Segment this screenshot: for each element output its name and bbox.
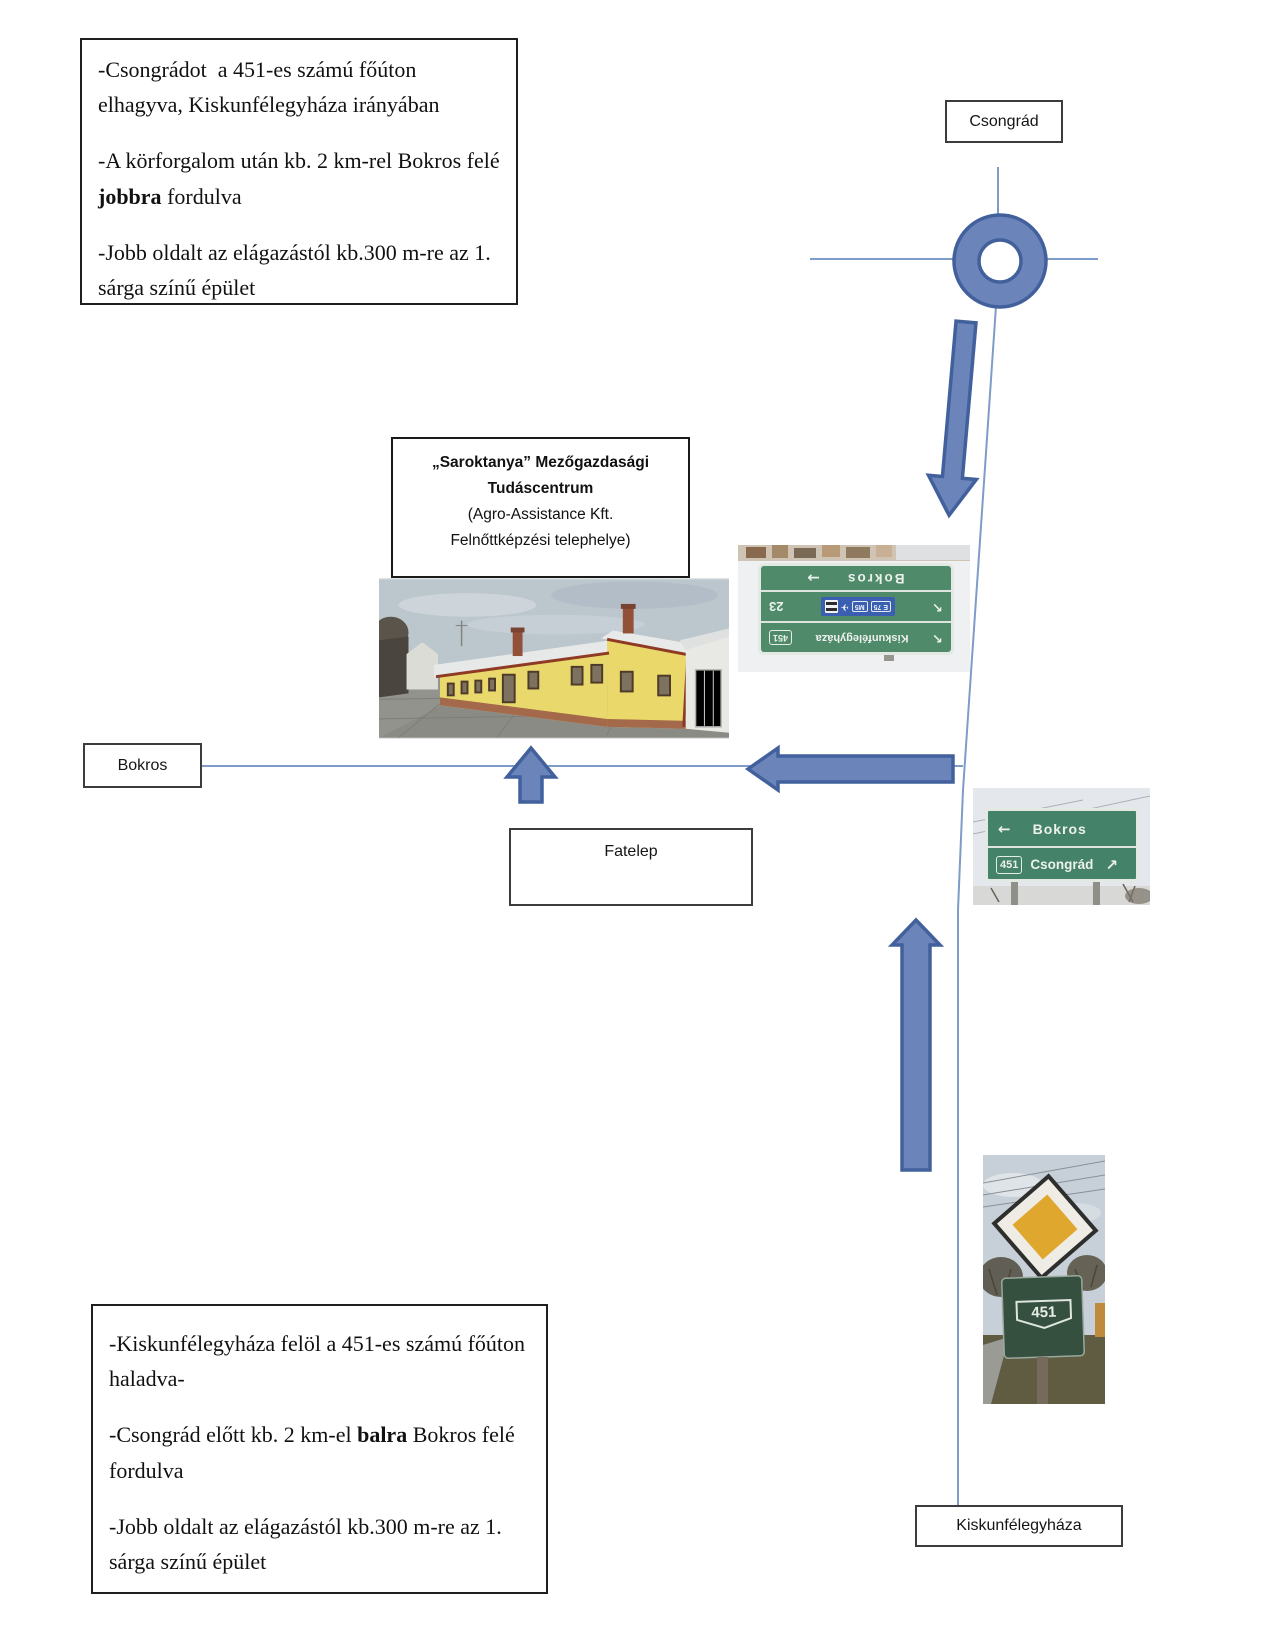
e75-badge: E 75 <box>871 601 891 612</box>
sign1-row-motorway <box>761 590 951 621</box>
dark-shed <box>379 636 408 697</box>
venue-name-line1: „Saroktanya” Mezőgazdasági <box>431 454 650 471</box>
left-arrow <box>748 748 953 790</box>
sign1-row-bokros <box>761 566 951 590</box>
vignette-sticker-icon <box>825 600 838 613</box>
roundabout-hole <box>979 240 1021 282</box>
instruction-paragraph: -Kiskunfélegyháza felöl a 451-es számú főúton haladva- <box>109 1331 531 1392</box>
venue-name-line4: Felnőttképzési telephelye) <box>450 532 631 549</box>
bold-direction-word: jobbra <box>98 183 162 209</box>
instruction-paragraph: -Jobb oldalt az elágazástól kb.300 m-re az 1. sárga színű épület <box>98 239 497 300</box>
instructions-box-bottom <box>91 1304 548 1594</box>
venue-name-line3: (Agro-Assistance Kft. <box>467 506 614 523</box>
label-csongrad-text: Csongrád <box>969 112 1039 130</box>
sign1-rotated-content <box>761 566 951 652</box>
down-arrow <box>925 320 990 517</box>
right-arrow-icon: → <box>807 569 821 588</box>
m5-badge: M5 <box>852 601 868 612</box>
building-photo-art <box>379 578 729 739</box>
sign1-distance: 23 <box>769 599 784 615</box>
sign1-bokros-text: Bokros <box>846 570 905 586</box>
motorway-panel <box>821 597 896 616</box>
venue-building-photo <box>379 578 729 739</box>
sign2-row-bokros <box>988 811 1136 848</box>
instruction-paragraph: -Csongrád előtt kb. 2 km-el balra Bokros felé fordulva <box>109 1422 521 1483</box>
instruction-paragraph: -Csongrádot a 451-es számú főúton elhagyva, Kiskunfélegyháza irányában <box>98 57 440 118</box>
small-up-arrow <box>507 748 555 802</box>
up-left-arrow-icon: ↖ <box>932 630 943 646</box>
route-451-text: 451 <box>1031 1303 1057 1322</box>
sign-post <box>1037 1357 1048 1404</box>
chimney <box>513 630 523 656</box>
sign2-csongrad-text: Csongrád <box>1030 857 1094 872</box>
airport-icon: ✈ <box>840 601 849 613</box>
label-bokros <box>83 743 202 788</box>
sign2-row-csongrad <box>988 848 1136 881</box>
sign1-row-kiskunfelegyhaza <box>761 621 951 652</box>
priority-sign-photo <box>983 1155 1105 1404</box>
big-up-arrow <box>892 920 940 1170</box>
label-fatelep <box>509 828 753 906</box>
sign1-kiskun-text: Kiskunfélegyháza <box>815 631 909 644</box>
roundabout <box>954 215 1046 307</box>
up-left-arrow-icon: ↖ <box>932 599 943 615</box>
instruction-paragraph: -A körforgalom után kb. 2 km-rel Bokros felé jobbra fordulva <box>98 148 506 209</box>
route-451-badge: 451 <box>996 856 1022 874</box>
left-arrow-icon: ← <box>998 819 1011 838</box>
label-bokros-text: Bokros <box>117 756 168 774</box>
label-kiskunfelegyhaza-text: Kiskunfélegyháza <box>956 1517 1082 1534</box>
road-sign-photo-upside-down <box>738 545 970 672</box>
sign2-bokros-text: Bokros <box>1032 820 1087 837</box>
green-sign-upside-down <box>758 563 954 655</box>
label-kiskunfelegyhaza <box>915 1505 1123 1547</box>
up-right-arrow-icon: ↗ <box>1105 855 1118 874</box>
venue-label-box <box>391 437 690 578</box>
road-sign-photo-junction <box>973 788 1150 905</box>
instructions-box-top <box>80 38 518 305</box>
fence <box>1095 1303 1105 1337</box>
priority-sign-art <box>983 1155 1105 1404</box>
warehouse-door <box>696 670 722 727</box>
instruction-paragraph: -Jobb oldalt az elágazástól kb.300 m-re az 1. sárga színű épület <box>109 1513 508 1574</box>
venue-name-line2: Tudáscentrum <box>487 480 594 497</box>
green-sign-junction <box>985 808 1139 882</box>
label-csongrad <box>945 100 1063 143</box>
chimney <box>623 607 634 634</box>
route-451-sign <box>1002 1276 1085 1359</box>
label-fatelep-text: Fatelep <box>604 843 658 860</box>
bold-direction-word: balra <box>357 1422 408 1448</box>
route-451-badge: 451 <box>769 630 792 645</box>
